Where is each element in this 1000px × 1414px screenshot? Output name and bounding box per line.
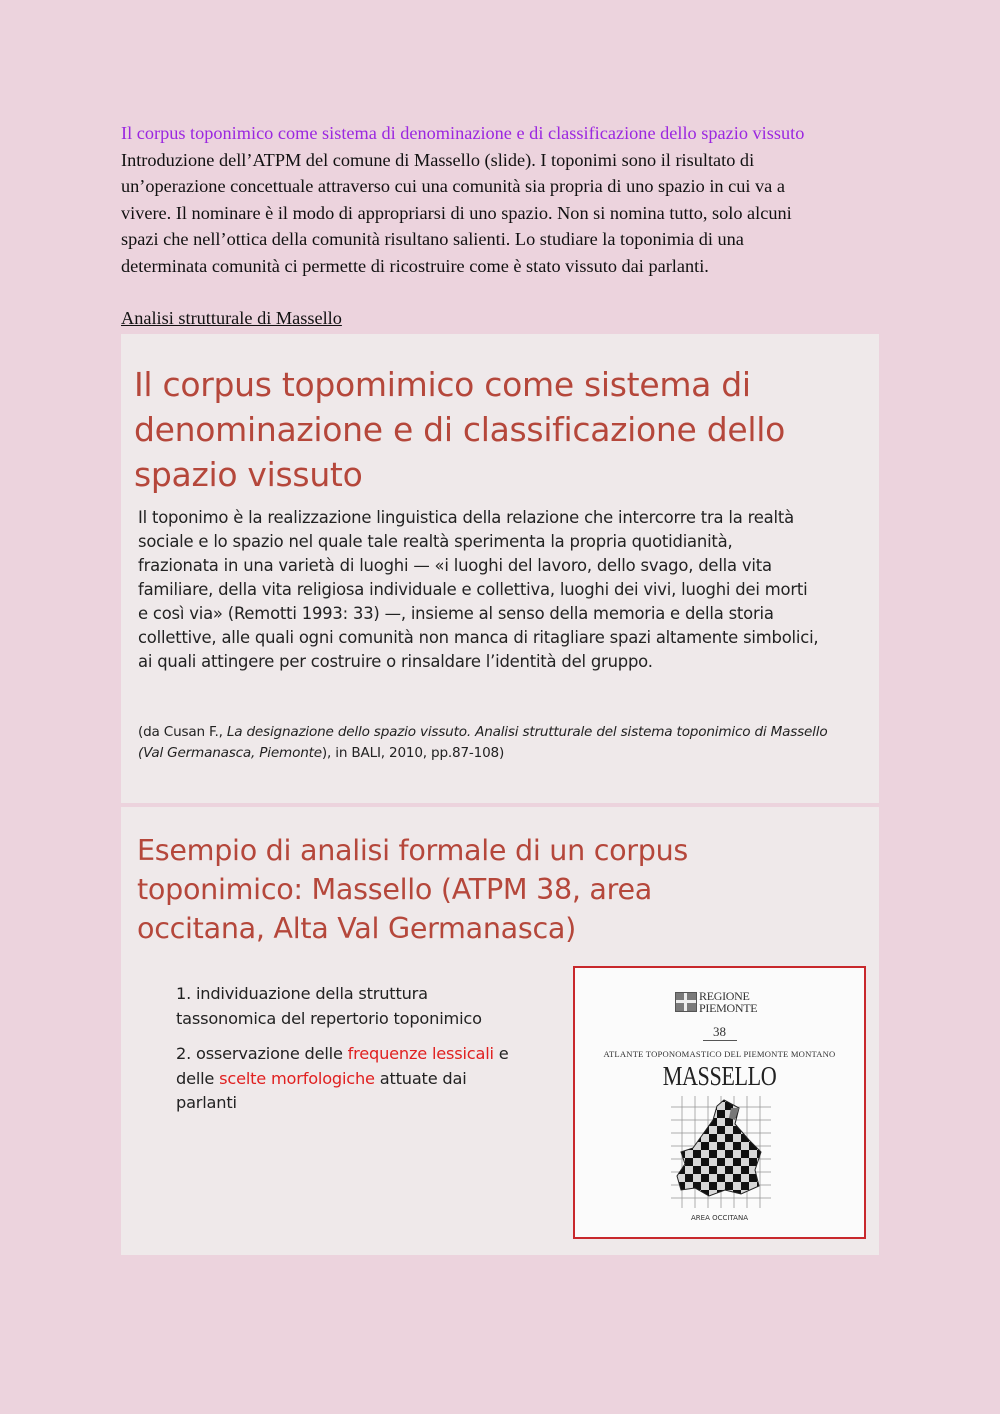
list-item-text: 2. osservazione delle — [176, 1044, 348, 1063]
intro-line: determinata comunità ci permette di ricostruire come è stato vissuto dai parlanti. — [121, 255, 709, 276]
slide-1-body-line: ai quali attingere per costruire o rinsaldare l’identità del gruppo. — [138, 652, 653, 671]
slide-1-body-line: Il toponimo è la realizzazione linguistica della relazione che intercorre tra la realtà — [138, 508, 794, 527]
highlight-frequenze: frequenze lessicali — [347, 1044, 494, 1063]
document-heading: Il corpus toponimico come sistema di denominazione e di classificazione dello spazio vissuto — [121, 123, 805, 143]
list-item-text: delle — [176, 1068, 220, 1088]
cover-org-line: PIEMONTE — [699, 1001, 758, 1015]
source-suffix: ), in BALI, 2010, pp.87-108) — [321, 745, 505, 761]
slide-2-title-line: toponimico: Massello (ATPM 38, area — [137, 872, 652, 906]
cover-name: MASSELLO — [662, 1061, 777, 1091]
cover-org — [699, 990, 757, 1014]
cover-org-line: REGIONE — [699, 989, 750, 1003]
slide-2-list — [176, 982, 566, 1127]
slide-1-body-line: sociale e lo spazio nel quale tale realtà sperimenta la propria quotidianità, — [138, 532, 733, 551]
slide-1-title-line: Il corpus topomimico come sistema di — [134, 365, 751, 404]
slide-1-body-line: e così via» (Remotti 1993: 33) —, insieme al senso della memoria e della storia — [138, 604, 774, 623]
list-item — [176, 1042, 566, 1116]
highlight-scelte: scelte morfologiche — [219, 1068, 375, 1088]
source-italic-title-end: (Val Germanasca, Piemonte — [138, 745, 322, 761]
book-cover-image — [573, 966, 866, 1239]
crest-icon — [675, 992, 697, 1012]
list-item — [176, 982, 566, 1031]
slide-1-title — [134, 362, 864, 497]
document-text — [121, 120, 881, 332]
intro-line: un’operazione concettuale attraverso cui una comunità sia propria di uno spazio in cui va a — [121, 176, 785, 196]
cover-volume-number: 38 — [713, 1024, 726, 1039]
list-item-text: parlanti — [176, 1093, 237, 1112]
slide-1-body-line: familiare, della vita religiosa individuale e collettiva, luoghi dei vivi, luoghi dei morti — [138, 580, 808, 599]
regione-piemonte-logo — [675, 990, 775, 1020]
piemonte-map-icon — [669, 1094, 773, 1210]
slide-1-body-line: collettive, alle quali ogni comunità non manca di ritagliare spazi altamente simbolici, — [138, 628, 819, 647]
list-item-text: attuate dai — [374, 1068, 467, 1088]
cover-area-label: AREA OCCITANA — [691, 1214, 748, 1222]
slide-1-body-line: frazionata in una varietà di luoghi — «i luoghi del lavoro, dello svago, della vita — [138, 556, 772, 575]
slide-2-title — [137, 831, 757, 948]
slide-2 — [121, 807, 879, 1255]
slide-2-title-line: Esempio di analisi formale di un corpus — [137, 833, 689, 867]
list-item-line: 1. individuazione della struttura — [176, 984, 428, 1003]
intro-line: spazi che nell’ottica della comunità risultano salienti. Lo studiare la toponimia di una — [121, 229, 744, 249]
slide-2-title-line: occitana, Alta Val Germanasca) — [137, 911, 576, 945]
intro-line: vivere. Il nominare è il modo di appropriarsi di uno spazio. Non si nomina tutto, solo alcuni — [121, 202, 792, 223]
section-title: Analisi strutturale di Massello — [121, 308, 342, 328]
slide-1-source — [138, 722, 873, 764]
source-prefix: (da Cusan F., — [138, 724, 227, 740]
intro-line: Introduzione dell’ATPM del comune di Massello (slide). I toponimi sono il risultato di — [121, 149, 755, 170]
list-item-line: tassonomica del repertorio toponimico — [176, 1008, 482, 1028]
intro-paragraph — [121, 147, 881, 280]
slide-1-title-line: denominazione e di classificazione dello — [134, 410, 785, 449]
cover-atlas-title: ATLANTE TOPONOMASTICO DEL PIEMONTE MONTANO — [603, 1049, 836, 1059]
slide-1-title-line: spazio vissuto — [134, 455, 363, 494]
slide-1 — [121, 334, 879, 803]
slide-1-body — [138, 506, 873, 674]
list-item-text: e — [493, 1044, 509, 1063]
cover-rule — [703, 1040, 737, 1041]
source-italic-title: La designazione dello spazio vissuto. Analisi strutturale del sistema toponimico di Massello — [226, 724, 828, 740]
